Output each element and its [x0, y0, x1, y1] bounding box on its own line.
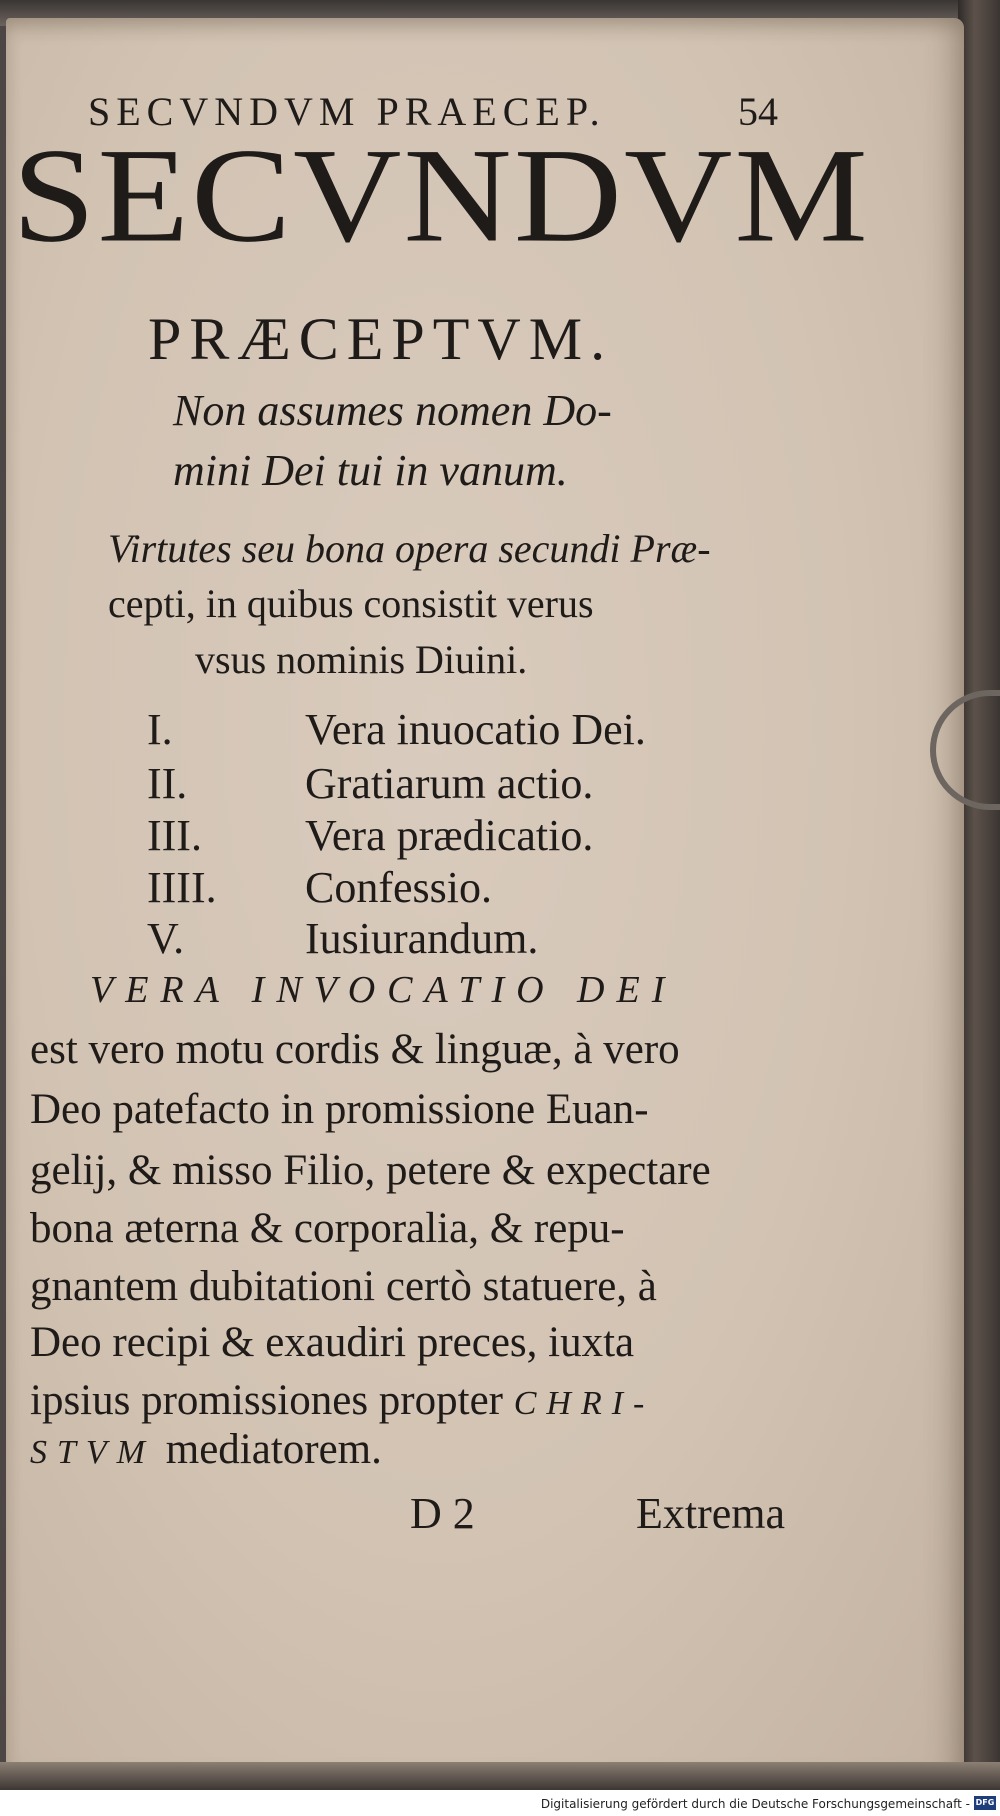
- virtue-item: Vera inuocatio Dei.: [305, 705, 646, 754]
- body-line: est vero motu cordis & linguæ, à vero: [30, 1026, 680, 1073]
- body-line: [30, 1376, 654, 1425]
- body-line: bona æterna & corporalia, & repu-: [30, 1205, 625, 1252]
- commandment-line: mini Dei tui in vanum.: [173, 446, 568, 495]
- virtues-intro-line: cepti, in quibus consistit verus: [108, 581, 594, 626]
- page-number: 54: [738, 89, 778, 134]
- book-bottom-edge: [0, 1762, 1000, 1790]
- body-line: Deo patefacto in promissione Euan-: [30, 1086, 649, 1133]
- main-title: SECVNDVM: [12, 120, 870, 271]
- signature-mark: D 2: [410, 1489, 475, 1538]
- body-line: gnantem dubitationi certò statuere, à: [30, 1263, 657, 1310]
- running-head-text: SECVNDVM PRAECEP.: [88, 89, 606, 134]
- commandment-line: Non assumes nomen Do-: [173, 386, 612, 435]
- virtue-numeral: II.: [147, 759, 188, 808]
- catchword: Extrema: [636, 1489, 786, 1538]
- footer-credit: Digitalisierung gefördert durch die Deutsche Forschungsgemeinschaft -: [540, 1797, 970, 1811]
- virtues-intro-line: vsus nominis Diuini.: [195, 637, 528, 682]
- body-line: Deo recipi & exaudiri preces, iuxta: [30, 1319, 635, 1366]
- dfg-logo-icon: DFG: [974, 1796, 996, 1810]
- body-line: [30, 1425, 382, 1474]
- virtue-item: Confessio.: [305, 863, 492, 912]
- virtue-numeral: I.: [147, 705, 173, 754]
- sub-title: PRÆCEPTVM.: [148, 306, 614, 372]
- virtue-numeral: III.: [147, 811, 202, 860]
- body-line: gelij, & misso Filio, petere & expectare: [30, 1147, 711, 1194]
- virtues-intro-line: Virtutes seu bona opera secundi Præ-: [108, 526, 711, 571]
- body-line-text: mediatorem.: [165, 1426, 382, 1473]
- virtue-item: Gratiarum actio.: [305, 759, 594, 808]
- virtue-item: Iusiurandum.: [305, 914, 539, 963]
- body-heading: VERA INVOCATIO DEI: [90, 969, 677, 1011]
- body-line-text: ipsius promissiones propter: [30, 1377, 503, 1424]
- body-name-part: STVM: [30, 1434, 155, 1471]
- virtue-numeral: V.: [147, 914, 185, 963]
- virtue-numeral: IIII.: [147, 863, 217, 912]
- body-name-part: CHRI-: [513, 1385, 655, 1422]
- book-spine: [958, 0, 1000, 1790]
- virtue-item: Vera prædicatio.: [305, 811, 594, 860]
